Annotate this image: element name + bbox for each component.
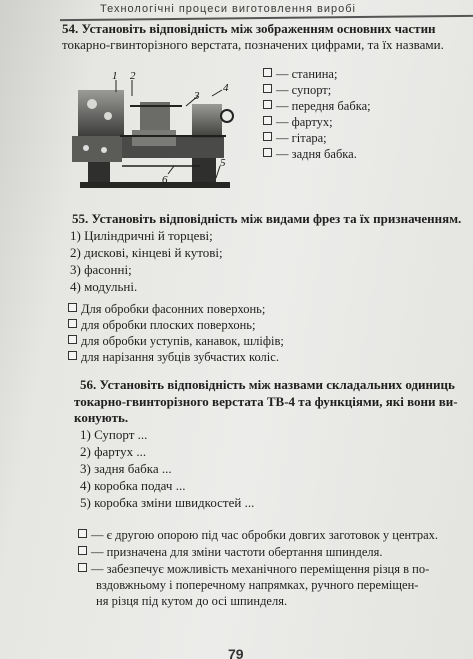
running-header: Технологічні процеси виготовлення виробі [100,3,356,15]
q55-option-1: Для обробки фасонних поверхонь; [68,302,265,317]
q55-title: 55. Установіть відповідність між видами фрез та їх призначенням. [72,211,462,226]
lathe-figure [70,66,240,192]
q55-option-2: для обробки плоских поверхонь; [68,318,255,333]
answer-box[interactable] [68,303,77,312]
q55-option-3: для обробки уступів, канавок, шліфів; [68,334,284,349]
q56-option-3-cont-2: ня різця під кутом до осі шпинделя. [96,594,288,608]
q56-option-3: — забезпечує можливість механічного переміщення різця в по- [78,562,429,577]
q55-item-2: 2) дискові, кінцеві й кутові; [70,245,223,260]
q54-title-line1: 54. Установіть відповідність між зображенням основних частин [62,21,436,36]
page-number: 79 [228,646,244,659]
q55-item-3: 3) фасонні; [70,262,132,277]
q56-option-2: — призначена для зміни частоти обертання шпинделя. [78,545,383,560]
lathe-tailstock [192,104,222,138]
q56-item-4: 4) коробка подач ... [80,478,186,493]
q56-item-3: 3) задня бабка ... [80,461,172,476]
q55-item-4: 4) модульні. [70,279,138,294]
q54-title-line2: токарно-гвинторізного верстата, позначених цифрами, та їх назвами. [62,37,444,52]
answer-box[interactable] [68,351,77,360]
answer-box[interactable] [263,68,272,77]
q54-option-5: — гітара; [263,131,327,146]
answer-box[interactable] [78,546,87,555]
q54-option-6: — задня бабка. [263,147,357,162]
lathe-label-6: 6 [162,174,168,186]
q54-option-4: — фартух; [263,115,333,130]
answer-box[interactable] [78,529,87,538]
lathe-label-5: 5 [220,157,226,169]
q56-item-2: 2) фартух ... [80,444,147,459]
q55-item-1: 1) Циліндричні й торцеві; [70,228,213,243]
q55-option-4: для нарізання зубців зубчастих коліс. [68,350,279,365]
q56-title-line1: 56. Установіть відповідність між назвами складальних одиниць [80,377,455,392]
answer-box[interactable] [78,563,87,572]
answer-box[interactable] [263,132,272,141]
answer-box[interactable] [263,148,272,157]
q56-title-line3: конують. [74,410,129,425]
lathe-label-4: 4 [223,82,229,94]
lathe-label-1: 1 [112,70,118,82]
q56-title-line2: токарно-гвинторізного верстата ТВ-4 та функціями, які вони ви- [74,394,458,409]
answer-box[interactable] [263,100,272,109]
q54-option-1: — станина; [263,67,337,82]
q54-option-3: — передня бабка; [263,99,371,114]
q56-option-3-cont-1: вздовжньому і поперечному напрямках, ручного переміщен- [96,578,419,592]
answer-box[interactable] [68,335,77,344]
answer-box[interactable] [263,116,272,125]
q56-item-5: 5) коробка зміни швидкостей ... [80,495,255,510]
lathe-label-2: 2 [130,70,136,82]
lathe-headstock [78,90,124,136]
answer-box[interactable] [263,84,272,93]
lathe-label-3: 3 [194,90,200,102]
q54-option-2: — супорт; [263,83,331,98]
q56-item-1: 1) Супорт ... [80,427,148,442]
q56-option-1: — є другою опорою під час обробки довгих заготовок у центрах. [78,528,438,543]
answer-box[interactable] [68,319,77,328]
